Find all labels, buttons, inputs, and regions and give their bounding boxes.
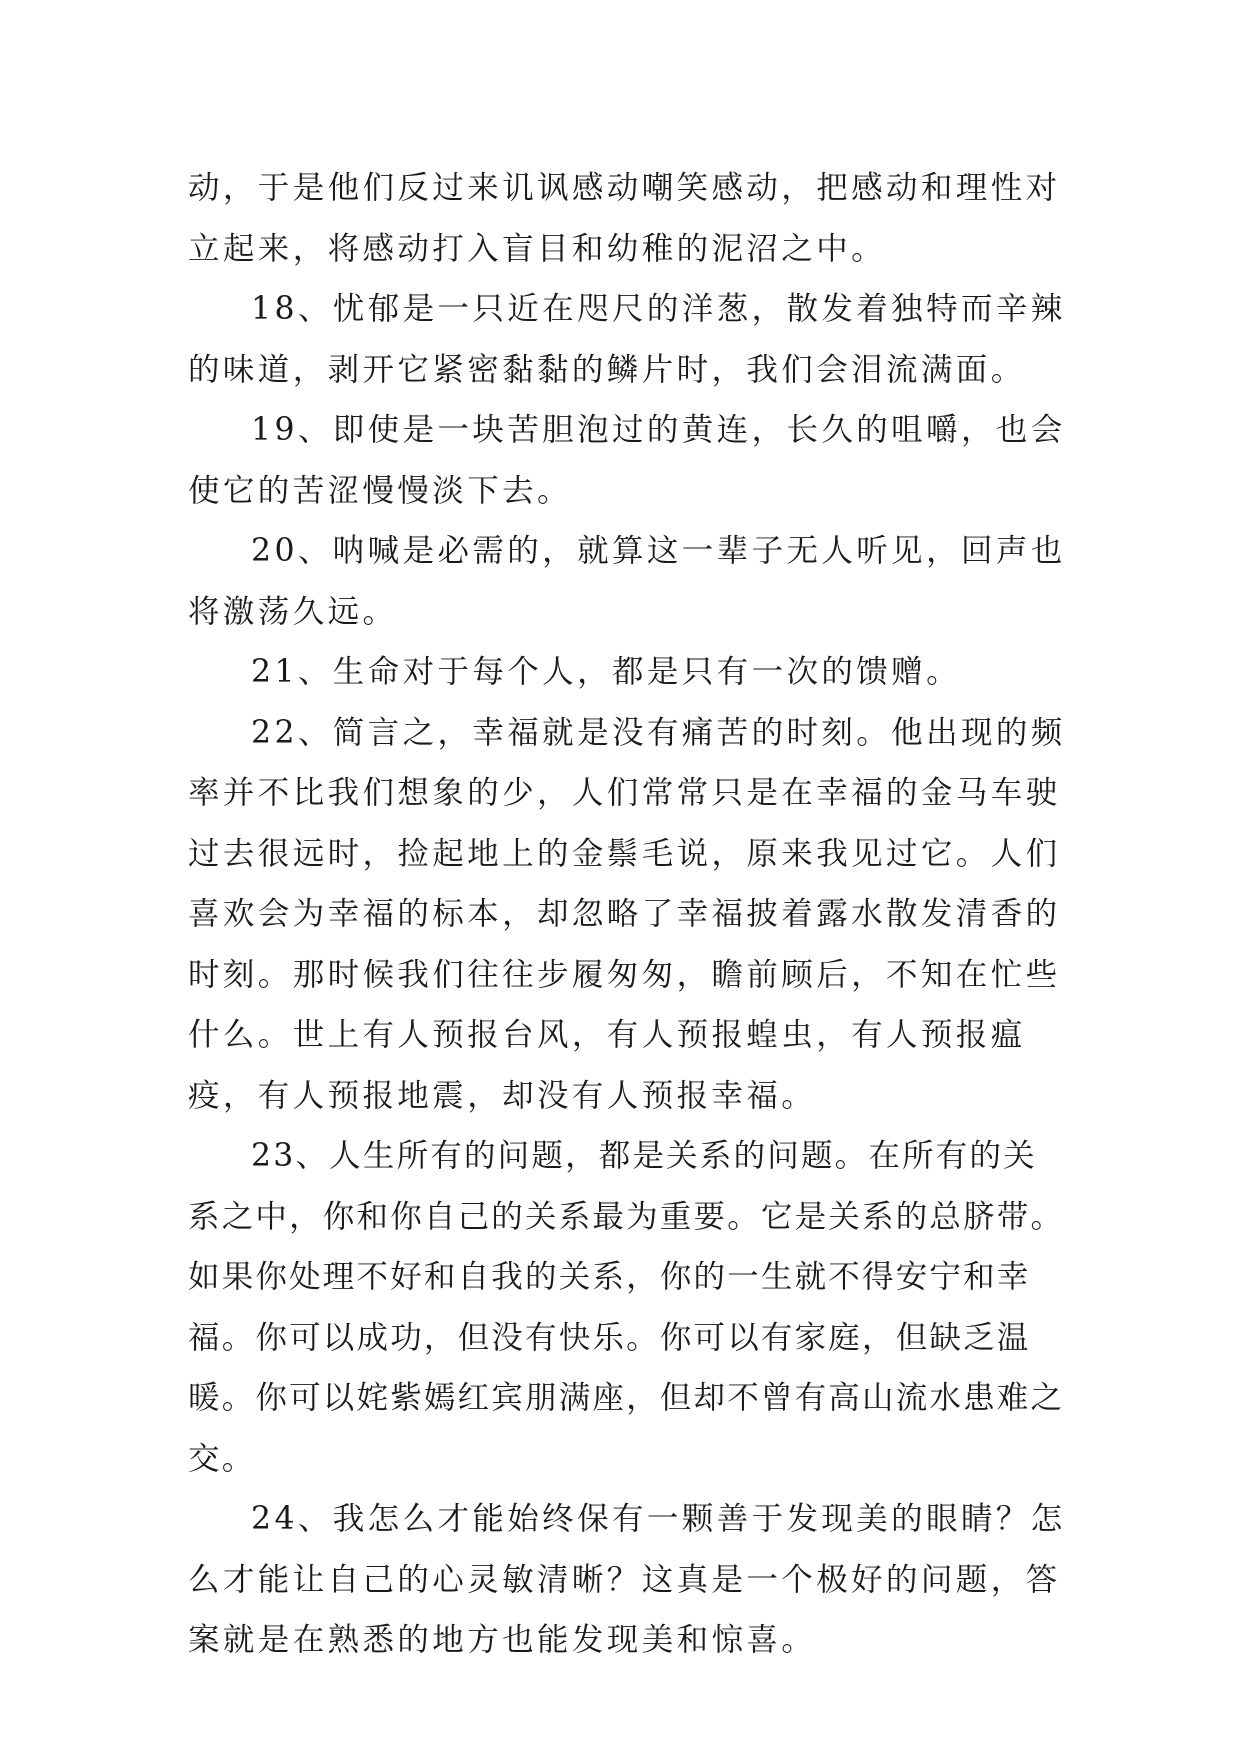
paragraph-18: 18、忧郁是一只近在咫尺的洋葱，散发着独特而辛辣的味道，剥开它紧密黏黏的鳞片时，我们会泪流满面。	[188, 291, 1066, 388]
paragraph-21: 21、生命对于每个人，都是只有一次的馈赠。	[251, 654, 961, 690]
paragraph-23: 23、人生所有的问题，都是关系的问题。在所有的关系之中，你和你自己的关系最为重要。它是关系的总脐带。如果你处理不好和自我的关系，你的一生就不得安宁和幸福。你可以成功，但没有快乐。你可以有家庭，但缺乏温暖。你可以姹紫嫣红宾朋满座，但却不曾有高山流水患难之交。	[188, 1138, 1065, 1477]
paragraph-19: 19、即使是一块苦胆泡过的黄连，长久的咀嚼，也会使它的苦涩慢慢淡下去。	[188, 412, 1066, 509]
paragraph-20: 20、呐喊是必需的，就算这一辈子无人听见，回声也将激荡久远。	[188, 533, 1066, 630]
paragraph-continued: 动，于是他们反过来讥讽感动嘲笑感动，把感动和理性对立起来，将感动打入盲目和幼稚的泥沼之中。	[188, 170, 1061, 267]
paragraph-24: 24、我怎么才能始终保有一颗善于发现美的眼睛？怎么才能让自己的心灵敏清晰？这真是一个极好的问题，答案就是在熟悉的地方也能发现美和惊喜。	[188, 1501, 1066, 1658]
paragraph-22: 22、简言之，幸福就是没有痛苦的时刻。他出现的频率并不比我们想象的少，人们常常只是在幸福的金马车驶过去很远时，捡起地上的金鬃毛说，原来我见过它。人们喜欢会为幸福的标本，却忽略了幸福披着露水散发清香的时刻。那时候我们往往步履匆匆，瞻前顾后，不知在忙些什么。世上有人预报台风，有人预报蝗虫，有人预报瘟疫，有人预报地震，却没有人预报幸福。	[188, 714, 1066, 1114]
document-body	[188, 158, 1068, 1671]
